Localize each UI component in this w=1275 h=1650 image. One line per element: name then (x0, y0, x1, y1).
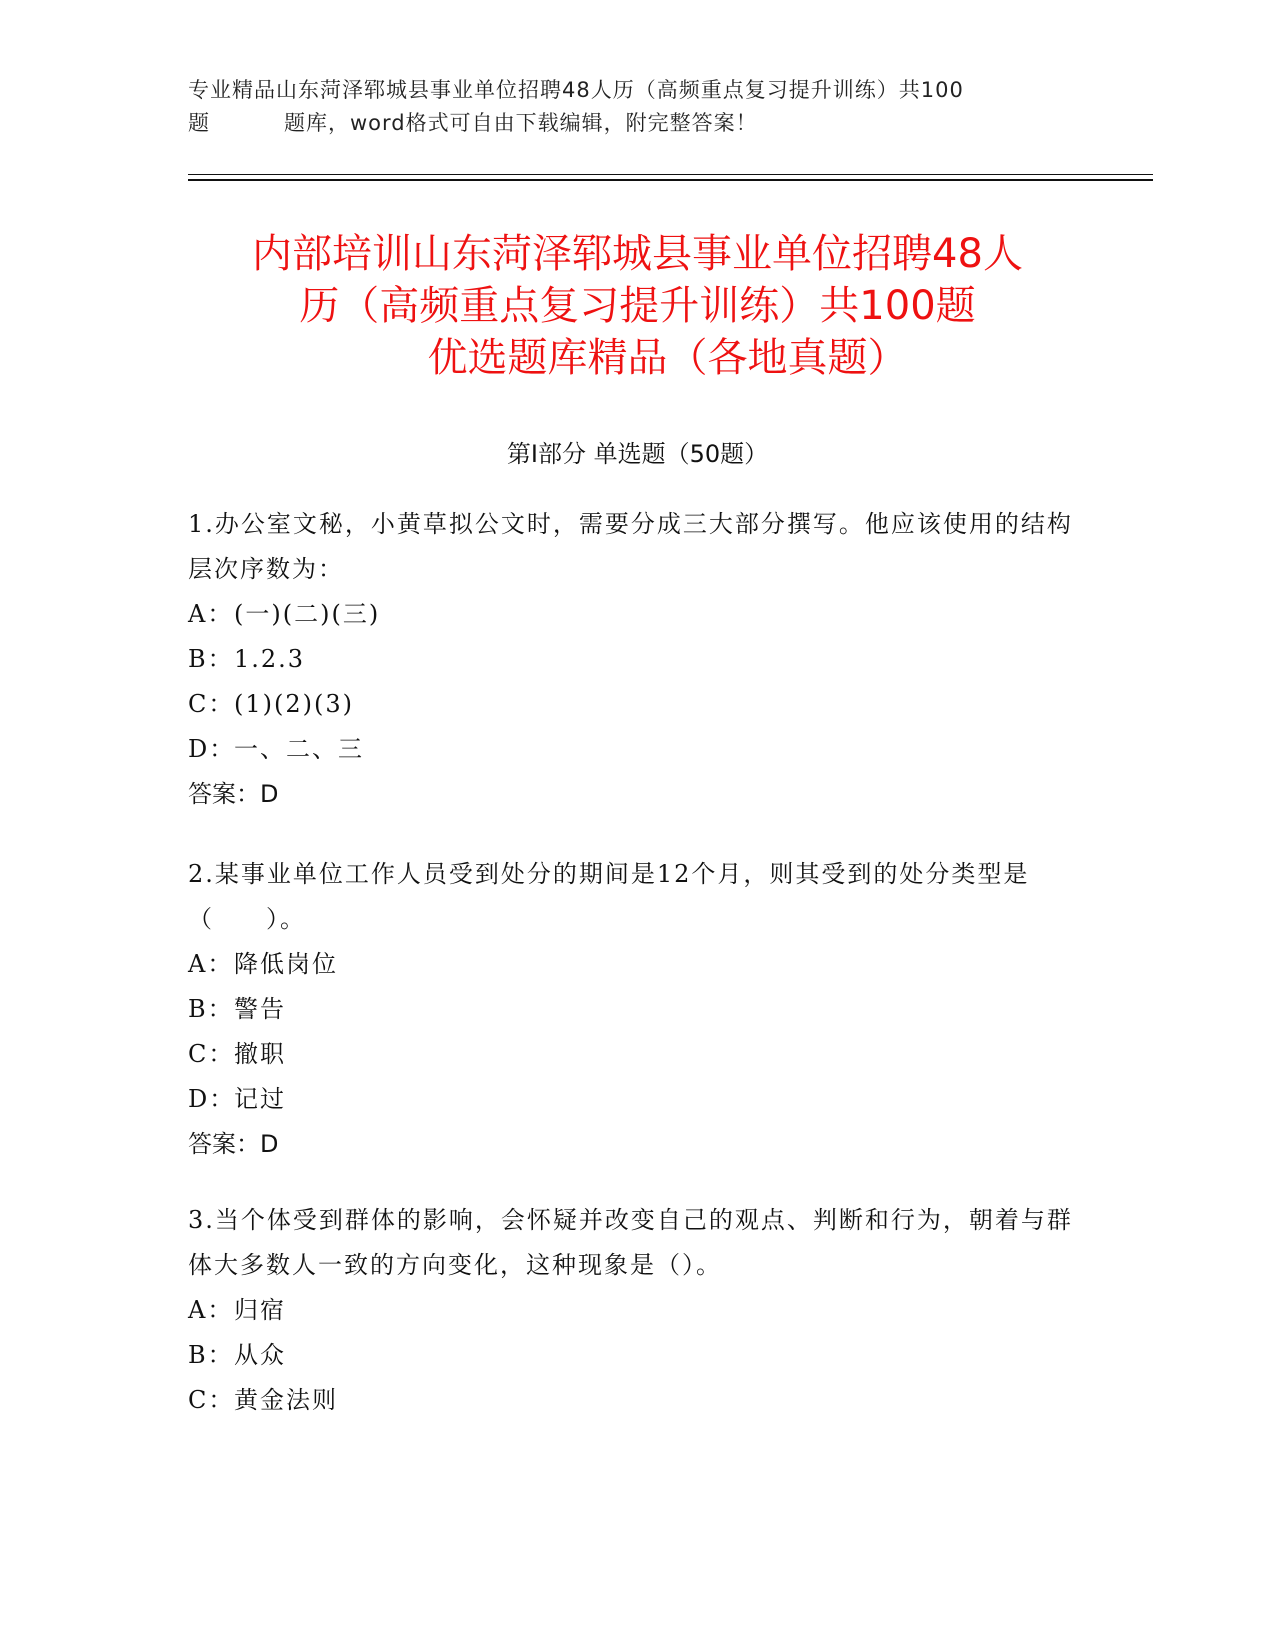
option-c (188, 1032, 1088, 1077)
option-b (188, 987, 1088, 1032)
option-b (188, 637, 1088, 682)
option-letter: D： (188, 1085, 236, 1113)
header-note-line-2 (188, 107, 1088, 140)
option-text: 降低岗位 (234, 950, 338, 978)
question-2 (188, 852, 1088, 1167)
question-stem: 3.当个体受到群体的影响，会怀疑并改变自己的观点、判断和行为，朝着与群体大多数人一致的方向变化，这种现象是（）。 (188, 1206, 1073, 1279)
option-letter: D： (188, 735, 236, 763)
document-title (150, 228, 1125, 384)
header-note (188, 74, 1088, 140)
option-c (188, 1378, 1088, 1423)
header-note-line-2-start: 题 (188, 111, 210, 135)
option-text: 警告 (234, 995, 286, 1023)
answer-line: 答案：D (188, 1130, 279, 1158)
option-letter: C： (188, 1386, 235, 1414)
option-text: 黄金法则 (234, 1386, 338, 1414)
document-title-line-1: 内部培训山东菏泽郓城县事业单位招聘48人 (252, 231, 1023, 277)
option-text: (1)(2)(3) (234, 690, 354, 718)
section-heading: 第Ⅰ部分 单选题（50题） (506, 440, 769, 468)
option-c (188, 682, 1088, 727)
option-letter: C： (188, 1040, 235, 1068)
header-note-line-2-end: 题库，word格式可自由下载编辑，附完整答案！ (284, 111, 758, 135)
document-title-line-2: 历（高频重点复习提升训练）共100题 (299, 283, 976, 329)
header-divider-thin (188, 174, 1153, 175)
question-stem: 2.某事业单位工作人员受到处分的期间是12个月，则其受到的处分类型是（ ）。 (188, 860, 1030, 933)
option-text: 一、二、三 (234, 735, 364, 763)
option-text: 1.2.3 (234, 645, 306, 673)
question-1 (188, 502, 1088, 817)
question-stem: 1.办公室文秘，小黄草拟公文时，需要分成三大部分撰写。他应该使用的结构层次序数为： (188, 510, 1073, 583)
option-text: 记过 (234, 1085, 286, 1113)
option-a (188, 1288, 1088, 1333)
option-d (188, 1077, 1088, 1122)
option-a (188, 942, 1088, 987)
header-note-line-1: 专业精品山东菏泽郓城县事业单位招聘48人历（高频重点复习提升训练）共100 (188, 78, 964, 102)
option-letter: A： (188, 1296, 234, 1324)
question-3 (188, 1198, 1088, 1423)
option-b (188, 1333, 1088, 1378)
option-letter: A： (188, 600, 234, 628)
option-text: 从众 (234, 1341, 286, 1369)
option-letter: B： (188, 1341, 234, 1369)
option-a (188, 592, 1088, 637)
option-letter: B： (188, 645, 234, 673)
option-text: 归宿 (234, 1296, 286, 1324)
option-letter: B： (188, 995, 234, 1023)
option-letter: A： (188, 950, 234, 978)
option-letter: C： (188, 690, 235, 718)
option-text: 撤职 (234, 1040, 286, 1068)
header-divider-thick (188, 179, 1153, 181)
document-title-line-3: 优选题库精品（各地真题） (427, 335, 908, 381)
option-text: (一)(二)(三) (234, 600, 381, 628)
answer-line: 答案：D (188, 780, 279, 808)
option-d (188, 727, 1088, 772)
